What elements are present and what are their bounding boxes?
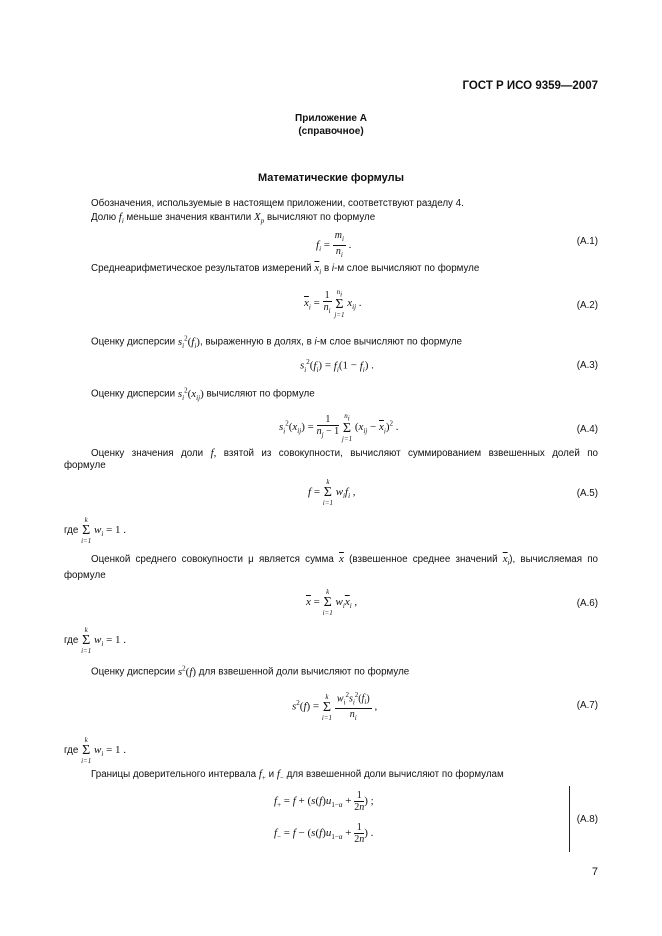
paragraph-confidence-intro: Границы доверительного интервала $f_+$ и $f_-$ для взвешенной доли вычисляют по формулам [91, 768, 504, 783]
paragraph-weighted-fraction-tail: формуле [64, 460, 106, 471]
equation-a4: $s_i^2(x_{ij})$ = $\frac{1}{n_j - 1}$ $n_i$ Σ j=1 $(x_{ij} - \overline{x}_i)^2$ . (А.4) [279, 412, 598, 444]
equation-number-a4: (А.4) [576, 424, 598, 435]
equation-number-a7: (А.7) [576, 700, 598, 711]
equation-a8: $f_+ = f + (s(f)u_{1-\alpha}$ + $\frac{1}{2n}$ ) ; $f_- = f - (s(f)u_{1-\alpha}$ + $\frac{1}{2n}$ ) . (А.8) [274, 790, 598, 845]
equation-a1: $f_i$ = $\frac{m_i}{n_i}$ . (А.1) [316, 230, 598, 259]
standard-code: ГОСТ Р ИСО 9359—2007 [462, 80, 598, 92]
equation-number-a8: (А.8) [576, 814, 598, 825]
equation-group-brace [563, 786, 570, 852]
paragraph-notation: Обозначения, используемые в настоящем приложении, соответствуют разделу 4. [91, 198, 464, 209]
equation-a6: $\overline{x}$ = k Σ i=1 $w_i\overline{x}_i$ , (А.6) [306, 588, 598, 617]
equation-a5: f = k Σ i=1 $w_if_i$ , (А.5) [308, 478, 598, 507]
page-number: 7 [591, 866, 598, 878]
equation-a7: $s^2(f)$ = k Σ i=1 $\frac{w_i^2s_i^2(f_i)}{n_i}$ , (А.7) [292, 691, 598, 723]
paragraph-weighted-variance-intro: Оценку дисперсии $s^2(f)$ для взвешенной доли вычисляют по формуле [91, 664, 410, 678]
paragraph-variance-x-intro: Оценку дисперсии $s_i^2(x_{ij})$ вычисляют по формуле [91, 386, 315, 402]
paragraph-mean-intro: Среднеарифметическое результатов измерений $\overline{x}_i$ в i-м слое вычисляют по формуле [91, 262, 480, 277]
equation-number-a5: (А.5) [576, 488, 598, 499]
paragraph-weighted-mean-tail: формуле [64, 570, 106, 581]
equation-number-a1: (А.1) [576, 236, 598, 247]
annex-heading [0, 112, 662, 138]
paragraph-fraction-intro: Долю $f_i$ меньше значения квантили $X_p$ вычисляют по формуле [91, 211, 376, 226]
paragraph-weighted-mean-intro: Оценкой среднего совокупности μ является сумма $\overline{x}$ (взвешенное среднее значений $\overline{x}_i$), вычисляемая по [91, 553, 599, 567]
weights-condition-1: где k Σ i=1 $w_i = 1$ . [64, 516, 127, 545]
equation-a2: $\overline{x}_i$ = $\frac{1}{n_i}$ $n_i$ Σ j=1 $x_{ij}$ . (А.2) [304, 288, 598, 320]
weights-condition-2: где k Σ i=1 $w_i = 1$ . [64, 626, 127, 655]
paragraph-weighted-fraction-intro: Оценку значения доли f, взятой из совокупности, вычисляют суммированием взвешенных долей по [91, 447, 598, 459]
paragraph-variance-fraction-intro: Оценку дисперсии $s_i^2(f_i)$, выраженную в долях, в i-м слое вычисляют по формуле [91, 334, 462, 350]
equation-number-a2: (А.2) [576, 300, 598, 311]
annex-title: Приложение А [295, 113, 367, 124]
section-title: Математические формулы [257, 172, 405, 184]
equation-number-a3: (А.3) [576, 360, 598, 371]
annex-kind: (справочное) [298, 126, 364, 137]
equation-number-a6: (А.6) [576, 598, 598, 609]
equation-a3: $s_i^2(f_i) = f_i(1 - f_i)$ . (А.3) [300, 358, 598, 374]
weights-condition-3: где k Σ i=1 $w_i = 1$ . [64, 736, 127, 765]
